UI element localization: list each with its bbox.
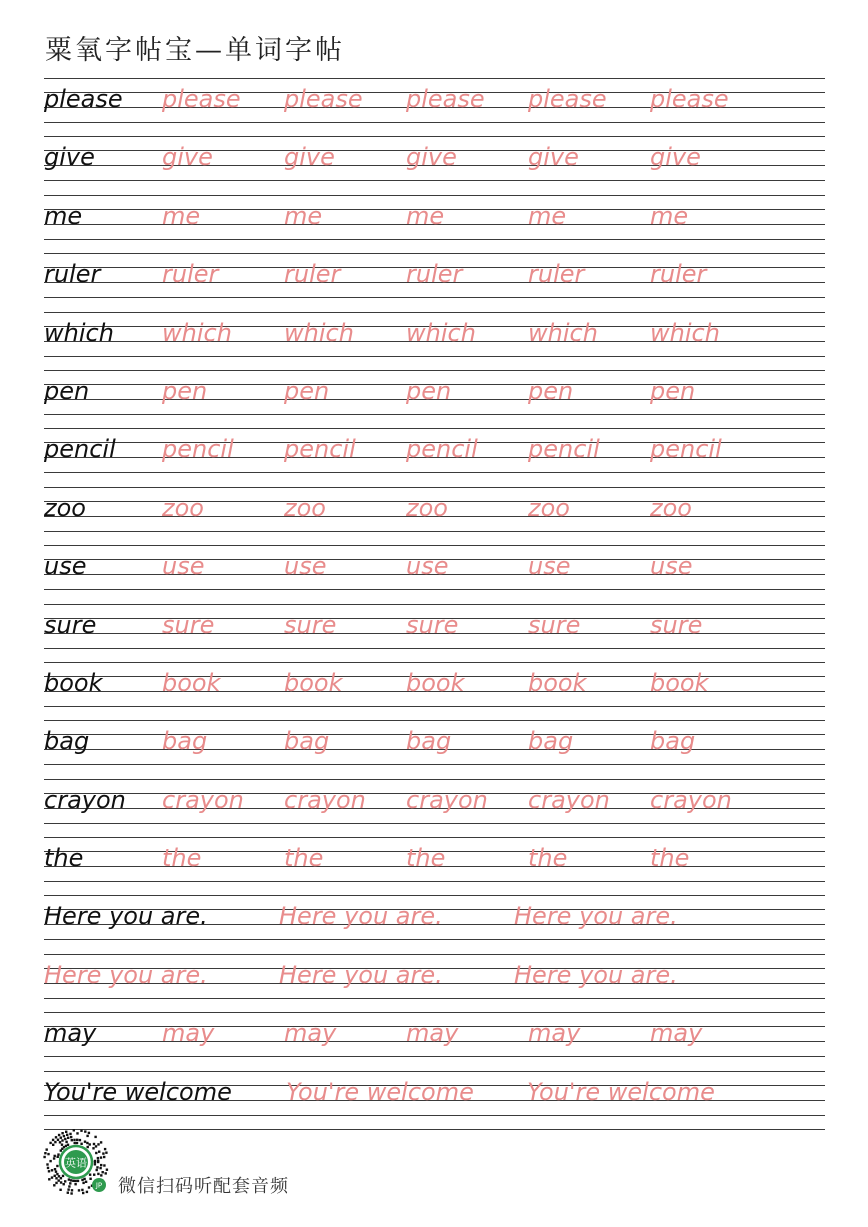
trace-word: which: [528, 318, 598, 347]
trace-word: ruler: [406, 260, 463, 289]
trace-word: pencil: [284, 435, 356, 464]
trace-word: which: [650, 318, 720, 347]
practice-row: [44, 837, 825, 895]
trace-word: use: [528, 552, 571, 581]
guide-line: [44, 545, 825, 546]
trace-word: Here you are.: [44, 960, 208, 989]
guide-line: [44, 823, 825, 824]
page-title: 粟氧字帖宝—单词字帖: [45, 35, 345, 66]
guide-line: [44, 414, 825, 415]
practice-row: [44, 1071, 825, 1129]
trace-word: zoo: [650, 493, 692, 522]
trace-word: You're welcome: [527, 1077, 715, 1106]
model-word: zoo: [44, 493, 86, 522]
guide-line: [44, 136, 825, 137]
trace-word: give: [650, 143, 701, 172]
trace-word: pencil: [406, 435, 478, 464]
trace-word: book: [650, 668, 709, 697]
trace-word: the: [162, 844, 202, 873]
trace-word: crayon: [406, 785, 488, 814]
trace-word: give: [284, 143, 335, 172]
trace-word: sure: [284, 610, 337, 639]
practice-sheet: [44, 78, 825, 1130]
guide-line: [44, 239, 825, 240]
guide-line: [44, 1012, 825, 1013]
trace-word: crayon: [528, 785, 610, 814]
model-word: crayon: [44, 785, 126, 814]
model-word: me: [44, 201, 83, 230]
model-word: may: [44, 1019, 97, 1048]
trace-word: bag: [650, 727, 696, 756]
qr-badge-label: 英语: [65, 1156, 87, 1170]
trace-word: use: [406, 552, 449, 581]
trace-word: crayon: [650, 785, 732, 814]
guide-line: [44, 998, 825, 999]
model-word: You're welcome: [44, 1077, 232, 1106]
guide-line: [44, 487, 825, 488]
trace-word: book: [284, 668, 343, 697]
practice-row: [44, 662, 825, 720]
practice-row: [44, 195, 825, 253]
practice-row: [44, 779, 825, 837]
guide-line: [44, 604, 825, 605]
guide-line: [44, 1056, 825, 1057]
trace-word: the: [284, 844, 324, 873]
guide-line: [44, 1115, 825, 1116]
guide-line: [44, 662, 825, 663]
model-word: pencil: [44, 435, 116, 464]
trace-word: pen: [284, 376, 330, 405]
trace-word: ruler: [284, 260, 341, 289]
trace-word: bag: [162, 727, 208, 756]
practice-row: [44, 253, 825, 311]
trace-word: crayon: [162, 785, 244, 814]
trace-word: pen: [162, 376, 208, 405]
trace-word: the: [528, 844, 568, 873]
guide-line: [44, 180, 825, 181]
trace-word: You're welcome: [286, 1077, 474, 1106]
trace-word: use: [650, 552, 693, 581]
trace-word: book: [162, 668, 221, 697]
trace-word: may: [650, 1019, 703, 1048]
guide-line: [44, 122, 825, 123]
trace-word: pen: [528, 376, 574, 405]
trace-word: ruler: [650, 260, 707, 289]
trace-word: pencil: [528, 435, 600, 464]
trace-word: pencil: [162, 435, 234, 464]
guide-line: [44, 954, 825, 955]
practice-row: [44, 370, 825, 428]
trace-word: which: [284, 318, 354, 347]
practice-row: [44, 720, 825, 778]
model-word: give: [44, 143, 95, 172]
trace-word: me: [162, 201, 201, 230]
guide-line: [44, 1071, 825, 1072]
trace-word: which: [162, 318, 232, 347]
trace-word: Here you are.: [514, 902, 678, 931]
trace-word: please: [406, 85, 485, 113]
trace-word: pen: [650, 376, 696, 405]
trace-word: bag: [528, 727, 574, 756]
trace-word: me: [406, 201, 445, 230]
practice-row: [44, 78, 825, 136]
practice-row: [44, 1012, 825, 1070]
practice-row: [44, 545, 825, 603]
trace-word: may: [406, 1019, 459, 1048]
trace-word: me: [528, 201, 567, 230]
guide-line: [44, 195, 825, 196]
trace-word: use: [284, 552, 327, 581]
trace-word: may: [528, 1019, 581, 1048]
practice-row: [44, 604, 825, 662]
guide-line: [44, 881, 825, 882]
trace-word: give: [528, 143, 579, 172]
trace-word: me: [284, 201, 323, 230]
trace-word: please: [650, 85, 729, 113]
trace-word: book: [406, 668, 465, 697]
guide-line: [44, 297, 825, 298]
trace-word: zoo: [162, 493, 204, 522]
trace-word: may: [284, 1019, 337, 1048]
trace-word: give: [162, 143, 213, 172]
practice-row: [44, 312, 825, 370]
trace-word: may: [162, 1019, 215, 1048]
qr-corner-label: JP: [95, 1181, 103, 1190]
guide-line: [44, 589, 825, 590]
guide-line: [44, 837, 825, 838]
trace-word: give: [406, 143, 457, 172]
model-word: sure: [44, 610, 97, 639]
trace-word: pen: [406, 376, 452, 405]
practice-row: [44, 954, 825, 1012]
trace-word: crayon: [284, 785, 366, 814]
trace-word: sure: [162, 610, 215, 639]
trace-word: the: [650, 844, 690, 873]
footer: [42, 1128, 342, 1198]
trace-word: book: [528, 668, 587, 697]
trace-word: please: [162, 85, 241, 113]
practice-row: [44, 136, 825, 194]
guide-line: [44, 472, 825, 473]
trace-word: please: [284, 85, 363, 113]
trace-word: the: [406, 844, 446, 873]
model-word: bag: [44, 727, 90, 756]
model-word: which: [44, 318, 114, 347]
practice-row: [44, 428, 825, 486]
trace-word: Here you are.: [279, 902, 443, 931]
guide-line: [44, 779, 825, 780]
trace-word: me: [650, 201, 689, 230]
scan-hint: 微信扫码听配套音频: [118, 1176, 289, 1197]
trace-word: ruler: [162, 260, 219, 289]
practice-row: [44, 487, 825, 545]
model-word: pen: [44, 376, 90, 405]
trace-word: use: [162, 552, 205, 581]
trace-word: zoo: [284, 493, 326, 522]
guide-line: [44, 531, 825, 532]
model-word: use: [44, 552, 87, 581]
guide-line: [44, 720, 825, 721]
guide-line: [44, 648, 825, 649]
trace-word: Here you are.: [279, 960, 443, 989]
guide-line: [44, 312, 825, 313]
guide-line: [44, 356, 825, 357]
guide-line: [44, 764, 825, 765]
guide-line: [44, 78, 825, 79]
trace-word: sure: [528, 610, 581, 639]
guide-line: [44, 428, 825, 429]
trace-word: pencil: [650, 435, 722, 464]
guide-line: [44, 939, 825, 940]
trace-word: ruler: [528, 260, 585, 289]
guide-line: [44, 253, 825, 254]
trace-word: bag: [406, 727, 452, 756]
model-word: Here you are.: [44, 902, 208, 931]
model-word: please: [44, 85, 123, 113]
guide-line: [44, 895, 825, 896]
trace-word: please: [528, 85, 607, 113]
guide-line: [44, 370, 825, 371]
trace-word: which: [406, 318, 476, 347]
practice-row: [44, 895, 825, 953]
trace-word: sure: [406, 610, 459, 639]
trace-word: Here you are.: [514, 960, 678, 989]
model-word: book: [44, 668, 103, 697]
trace-word: zoo: [528, 493, 570, 522]
qr-code-icon[interactable]: [42, 1128, 110, 1196]
model-word: the: [44, 844, 84, 873]
trace-word: zoo: [406, 493, 448, 522]
model-word: ruler: [44, 260, 101, 289]
trace-word: sure: [650, 610, 703, 639]
guide-line: [44, 706, 825, 707]
trace-word: bag: [284, 727, 330, 756]
